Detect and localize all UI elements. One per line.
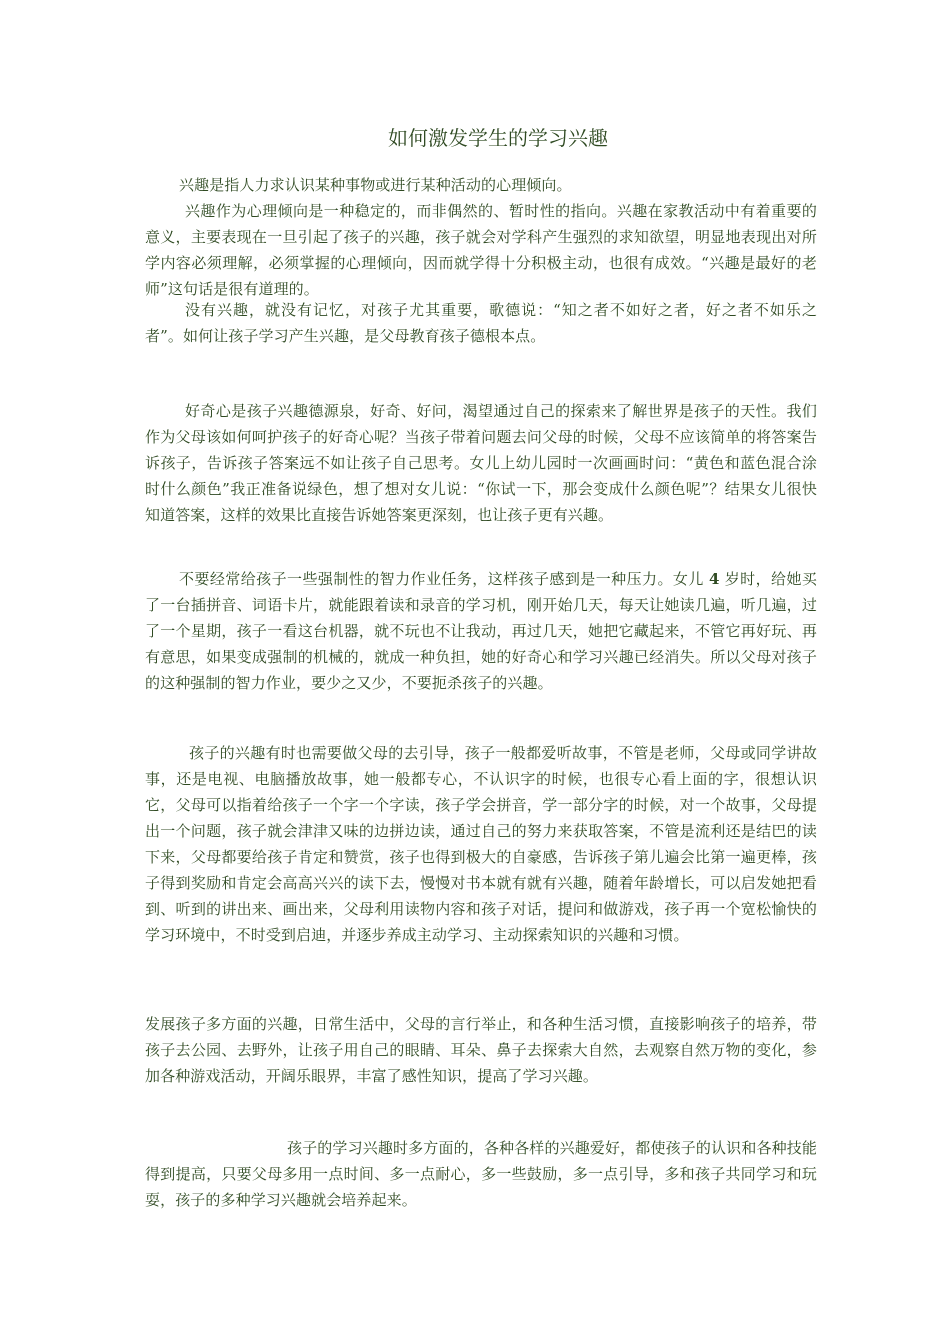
paragraph-8: 孩子的学习兴趣时多方面的，各种各样的兴趣爱好，都使孩子的认识和各种技能得到提高，只要父母多用一点时间、多一点耐心，多一些鼓励，多一点引导，多和孩子共同学习和玩耍，孩子的多种学习兴趣就会培养起来。 [145,1139,817,1209]
paragraph-5 [145,566,817,696]
paragraph-memory [145,297,817,349]
paragraph-definition-and-meaning [145,172,817,302]
paragraph-conclusion [145,1135,817,1213]
paragraph-curiosity [145,398,817,528]
document-title: 如何激发学生的学习兴趣 [388,126,608,150]
paragraph-2: 兴趣作为心理倾向是一种稳定的，而非偶然的、暂时性的指向。兴趣在家教活动中有着重要的意义，主要表现在一旦引起了孩子的兴趣，孩子就会对学科产生强烈的求知欲望，明显地表现出对所学内容必须理解，必须掌握的心理倾向，因而就学得十分积极主动，也很有成效。“兴趣是最好的老师”这句话是很有道理的。 [145,202,817,298]
paragraph-5-part-1: 不要经常给孩子一些强制性的智力作业任务，这样孩子感到是一种压力。女儿 [179,570,704,588]
paragraph-3: 没有兴趣，就没有记忆，对孩子尤其重要，歌德说：“知之者不如好之者，好之者不如乐之者”。如何让孩子学习产生兴趣，是父母教育孩子德根本点。 [145,301,817,345]
paragraph-pressure [145,566,817,696]
paragraph-4: 好奇心是孩子兴趣德源泉，好奇、好问，渴望通过自己的探索来了解世界是孩子的天性。我们作为父母该如何呵护孩子的好奇心呢？当孩子带着问题去问父母的时候，父母不应该简单的将答案告诉孩子，告诉孩子答案远不如让孩子自己思考。女儿上幼儿园时一次画画时问：“黄色和蓝色混合涂时什么颜色”我正准备说绿色，想了想对女儿说：“你试一下，那会变成什么颜色呢”？结果女儿很快知道答案，这样的效果比直接告诉她答案更深刻，也让孩子更有兴趣。 [145,402,817,524]
paragraph-multiple-interests [145,1011,817,1089]
paragraph-5-part-2: 岁时，给她买了一台插拼音、词语卡片，就能跟着读和录音的学习机，刚开始几天，每天让她读几遍，听几遍，过了一个星期，孩子一看这台机器，就不玩也不让我动，再过几天，她把它藏起来，不管它再好玩、再有意思，如果变成强制的机械的，就成一种负担，她的好奇心和学习兴趣已经消失。所以父母对孩子的这种强制的智力作业，要少之又少，不要扼杀孩子的兴趣。 [145,570,817,692]
paragraph-guidance [145,740,817,948]
paragraph-6: 孩子的兴趣有时也需要做父母的去引导，孩子一般都爱听故事，不管是老师，父母或同学讲故事，还是电视、电脑播放故事，她一般都专心，不认识字的时候，也很专心看上面的字，很想认识它，父母可以指着给孩子一个字一个字读，孩子学会拼音，学一部分字的时候，对一个故事，父母提出一个问题，孩子就会津津又味的边拼边读，通过自己的努力来获取答案，不管是流利还是结巴的读下来，父母都要给孩子肯定和赞赏，孩子也得到极大的自豪感，告诉孩子第儿遍会比第一遍更棒，孩子得到奖励和肯定会高高兴兴的读下去，慢慢对书本就有就有兴趣，随着年龄增长，可以启发她把看到、听到的讲出来、画出来，父母利用读物内容和孩子对话，提问和做游戏，孩子再一个宽松愉快的学习环境中，不时受到启迪，并逐步养成主动学习、主动探索知识的兴趣和习惯。 [145,744,817,944]
paragraph-5-age: 4 [708,570,720,588]
paragraph-7: 发展孩子多方面的兴趣，日常生活中，父母的言行举止，和各种生活习惯，直接影响孩子的培养，带孩子去公园、去野外，让孩子用自己的眼睛、耳朵、鼻子去探索大自然，去观察自然万物的变化，参加各种游戏活动，开阔乐眼界，丰富了感性知识，提高了学习兴趣。 [145,1015,817,1085]
paragraph-1: 兴趣是指人力求认识某种事物或进行某种活动的心理倾向。 [179,176,572,194]
